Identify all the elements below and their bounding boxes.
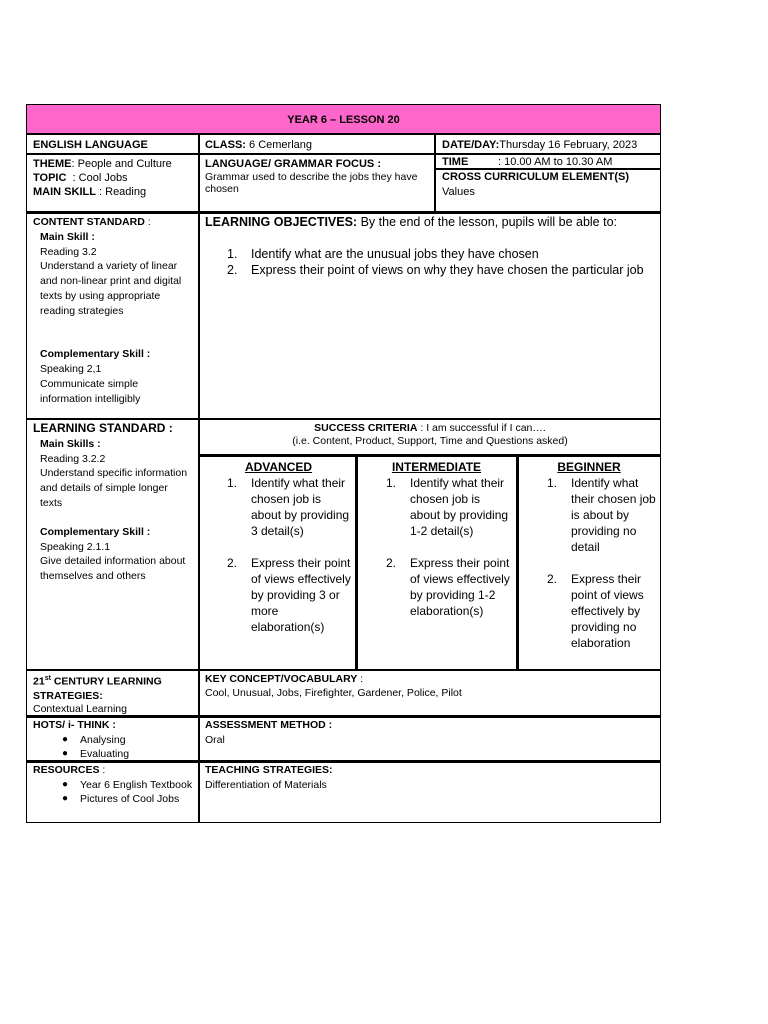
vocab-label-line bbox=[205, 672, 363, 686]
ls-main-text: Understand specific information and details of simple longer texts bbox=[40, 467, 188, 509]
vocab-label: KEY CONCEPT/VOCABULARY bbox=[205, 673, 358, 685]
cs-comp-text: Communicate simple information intelligibly bbox=[40, 378, 141, 405]
class-label: CLASS: bbox=[205, 139, 246, 151]
hots-item: ● Analysing bbox=[62, 734, 126, 746]
cce-cell bbox=[435, 169, 661, 212]
class-cell bbox=[199, 134, 435, 154]
time-line bbox=[442, 155, 612, 170]
assessment-value: Oral bbox=[205, 734, 225, 746]
cs-comp-code: Speaking 2,1 bbox=[40, 363, 102, 375]
criteria-item: 2. Express their point of views effectively by providing 1-2 elaboration(s) bbox=[386, 556, 510, 618]
lesson-title: YEAR 6 – LESSON 20 bbox=[287, 114, 400, 126]
date-line bbox=[442, 138, 637, 153]
time-label: TIME bbox=[442, 156, 469, 168]
objectives-intro: By the end of the lesson, pupils will be able to: bbox=[357, 215, 617, 229]
grammar-value: Grammar used to describe the jobs they have chosen bbox=[205, 171, 418, 195]
time-value: : 10.00 AM to 10.30 AM bbox=[498, 156, 613, 168]
theme-value: : People and Culture bbox=[71, 158, 172, 170]
objective-item: 2. Express their point of views on why they have chosen the particular job bbox=[227, 263, 644, 277]
date-label: DATE/DAY: bbox=[442, 139, 500, 151]
resource-item: ● Pictures of Cool Jobs bbox=[62, 793, 180, 805]
advanced-criteria bbox=[227, 475, 351, 635]
century-cell bbox=[26, 670, 199, 716]
topic-label: TOPIC bbox=[33, 172, 67, 184]
objectives-heading bbox=[205, 214, 617, 231]
hots-list bbox=[56, 733, 129, 761]
learning-standard-label: LEARNING STANDARD : bbox=[33, 421, 173, 435]
resources-label-line bbox=[33, 763, 105, 777]
content-standard-colon: : bbox=[144, 216, 151, 228]
success-text: : I am successful if I can…. bbox=[417, 422, 546, 434]
ls-comp-code: Speaking 2.1.1 bbox=[40, 541, 111, 553]
date-cell bbox=[435, 134, 661, 154]
class-line bbox=[205, 138, 312, 153]
cce-label: CROSS CURRICULUM ELEMENT(S) bbox=[442, 171, 629, 183]
grammar-cell bbox=[199, 154, 435, 212]
criteria-item: 1. Identify what their chosen job is about by providing no detail bbox=[547, 476, 656, 554]
ls-comp-label: Complementary Skill : bbox=[40, 526, 151, 538]
skill-label: MAIN SKILL bbox=[33, 186, 96, 198]
level-beginner bbox=[517, 455, 661, 670]
objectives-list bbox=[227, 246, 647, 278]
level-beginner-title: BEGINNER bbox=[557, 460, 621, 474]
skill-line bbox=[33, 185, 146, 200]
criteria-item: 1. Identify what their chosen job is about by providing 3 detail(s) bbox=[227, 476, 350, 538]
level-advanced-title: ADVANCED bbox=[244, 460, 313, 474]
objectives-cell bbox=[199, 212, 661, 419]
cs-main-code: Reading 3.2 bbox=[40, 246, 97, 258]
level-advanced bbox=[199, 455, 356, 670]
date-value: Thursday 16 February, 2023 bbox=[499, 139, 638, 151]
criteria-item: 2. Express their point of views effectively by providing no elaboration bbox=[547, 572, 644, 650]
intermediate-criteria bbox=[386, 475, 510, 619]
theme-line bbox=[33, 157, 172, 172]
cs-main-text: Understand a variety of linear and non-linear print and digital texts by using appropriate reading strategies bbox=[40, 260, 182, 317]
hots-item: ● Evaluating bbox=[62, 748, 130, 760]
resources-label: RESOURCES bbox=[33, 764, 100, 776]
time-cell bbox=[435, 154, 661, 169]
teaching-label: TEACHING STRATEGIES: bbox=[205, 764, 333, 776]
cs-comp-label: Complementary Skill : bbox=[40, 348, 151, 360]
teaching-cell bbox=[199, 761, 661, 823]
hots-cell bbox=[26, 716, 199, 761]
century-label: 21st CENTURY LEARNING STRATEGIES: bbox=[33, 675, 162, 702]
skill-value: : Reading bbox=[95, 186, 147, 198]
vocab-value: Cool, Unusual, Jobs, Firefighter, Gardener, Police, Pilot bbox=[205, 687, 462, 699]
vocab-cell bbox=[199, 670, 661, 716]
ls-comp-text: Give detailed information about themselves and others bbox=[40, 555, 186, 582]
hots-label: HOTS/ i- THINK : bbox=[33, 719, 116, 731]
theme-label: THEME bbox=[33, 158, 72, 170]
criteria-item: 2. Express their point of views effectively by providing 3 or more elaboration(s) bbox=[227, 556, 351, 634]
success-criteria-cell bbox=[199, 419, 661, 455]
cs-main-label: Main Skill : bbox=[40, 231, 95, 243]
resource-item: ● Year 6 English Textbook bbox=[62, 779, 193, 791]
objective-item: 1. Identify what are the unusual jobs they have chosen bbox=[227, 247, 539, 261]
ls-main-code: Reading 3.2.2 bbox=[40, 453, 106, 465]
level-intermediate-title: INTERMEDIATE bbox=[391, 460, 482, 474]
grammar-label: LANGUAGE/ GRAMMAR FOCUS : bbox=[205, 158, 381, 170]
topic-line bbox=[33, 171, 128, 186]
cce-value: Values bbox=[442, 186, 475, 198]
teaching-value: Differentiation of Materials bbox=[205, 779, 327, 791]
subject: ENGLISH LANGUAGE bbox=[33, 139, 148, 151]
resources-list bbox=[56, 778, 194, 806]
content-standard-label-line bbox=[33, 215, 151, 229]
century-value: Contextual Learning bbox=[33, 703, 127, 715]
topic-value: : Cool Jobs bbox=[66, 172, 128, 184]
lesson-header bbox=[26, 104, 661, 134]
beginner-criteria bbox=[547, 475, 659, 651]
subject-cell bbox=[26, 134, 199, 154]
resources-colon: : bbox=[99, 764, 106, 776]
level-intermediate bbox=[356, 455, 517, 670]
objectives-label: LEARNING OBJECTIVES: bbox=[205, 215, 358, 229]
learning-standard-cell bbox=[26, 419, 199, 670]
success-sub: (i.e. Content, Product, Support, Time and Questions asked) bbox=[292, 435, 568, 447]
assessment-cell bbox=[199, 716, 661, 761]
criteria-item: 1. Identify what their chosen job is about by providing 1-2 detail(s) bbox=[386, 476, 509, 538]
theme-cell bbox=[26, 154, 199, 212]
content-standard-cell bbox=[26, 212, 199, 419]
class-value: 6 Cemerlang bbox=[249, 139, 312, 151]
resources-cell bbox=[26, 761, 199, 823]
ls-main-label: Main Skills : bbox=[40, 438, 101, 450]
success-label: SUCCESS CRITERIA bbox=[314, 422, 418, 434]
success-line bbox=[200, 421, 660, 435]
vocab-colon: : bbox=[357, 673, 364, 685]
content-standard-label: CONTENT STANDARD bbox=[33, 216, 145, 228]
assessment-label: ASSESSMENT METHOD : bbox=[205, 719, 333, 731]
